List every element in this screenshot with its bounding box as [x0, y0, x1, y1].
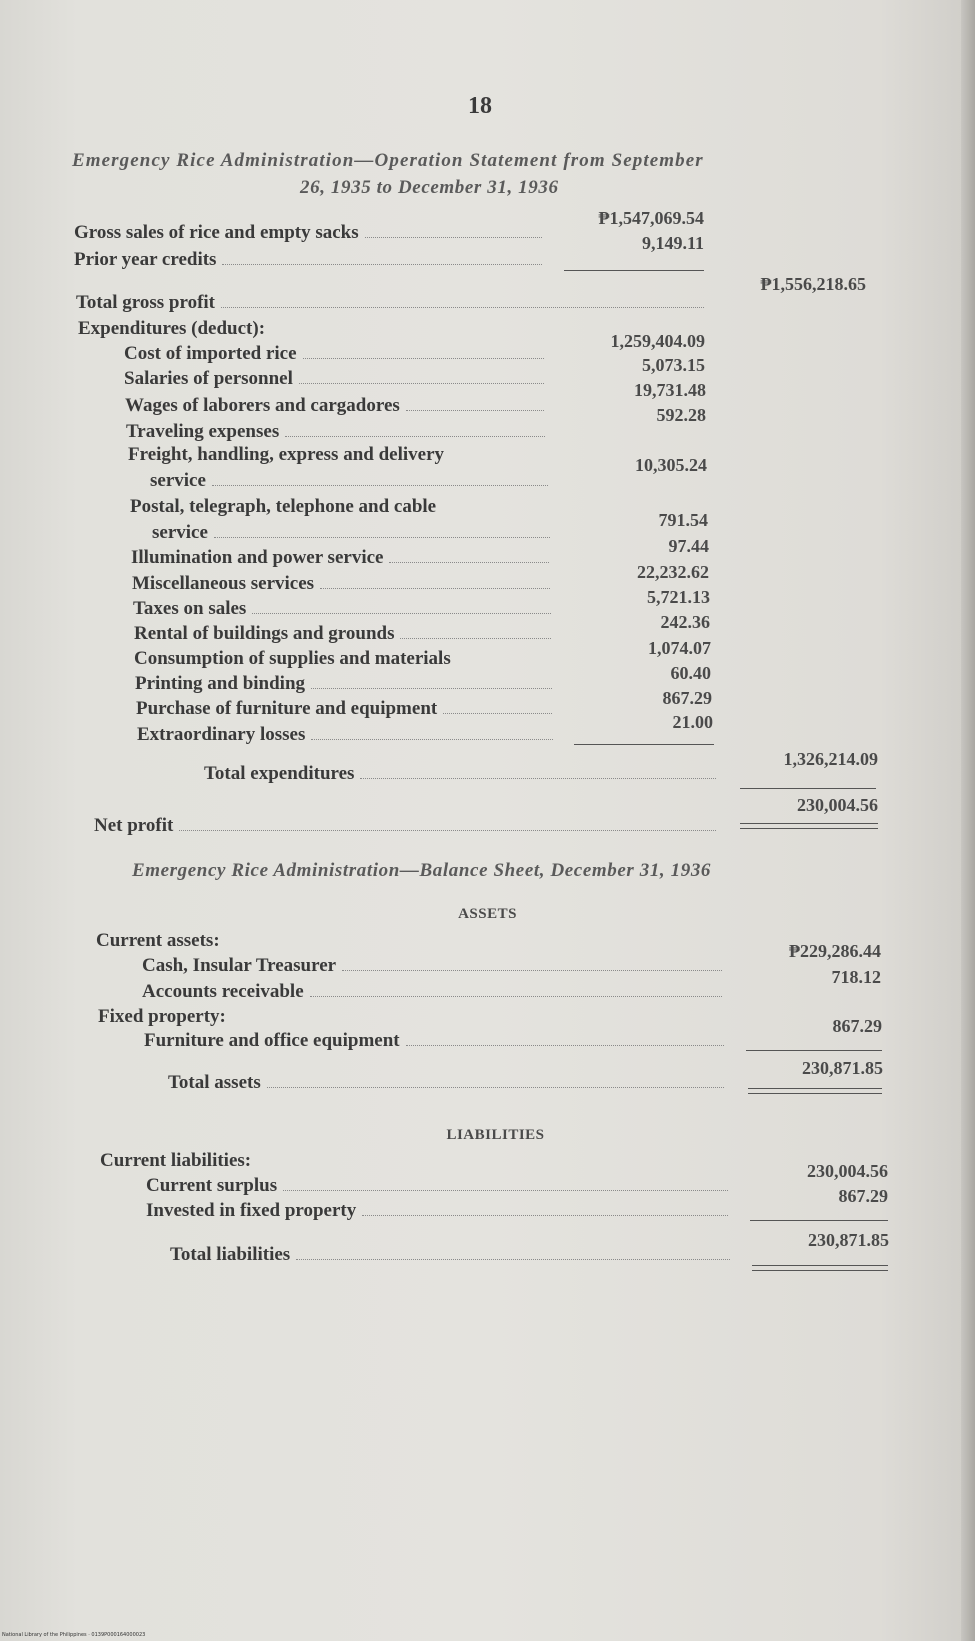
leader-dots: [406, 1044, 724, 1046]
total-expenditures-value: 1,326,214.09: [783, 749, 878, 769]
total-liabilities-value: 230,871.85: [808, 1230, 889, 1250]
gross-sales-value: ₱1,547,069.54: [598, 208, 704, 228]
total-assets-label: Total assets: [168, 1072, 261, 1093]
total-assets-value: 230,871.85: [802, 1058, 883, 1078]
expense-row: [0, 380, 975, 421]
total-gross-value: ₱1,556,218.65: [760, 274, 866, 294]
expense-label: Cost of imported rice: [124, 343, 297, 364]
expense-label: Purchase of furniture and equipment: [136, 698, 438, 719]
total-expenditures-row: [0, 749, 975, 789]
total-rule: [740, 788, 876, 789]
total-liabilities-label: Total liabilities: [170, 1244, 291, 1265]
current-liabilities-label: Current liabilities:: [100, 1150, 252, 1171]
prior-credits-row: [0, 233, 975, 275]
leader-dots: [310, 995, 722, 997]
furniture-label: Furniture and office equipment: [144, 1030, 400, 1051]
leader-dots: [179, 829, 716, 831]
subtotal-rule: [564, 270, 704, 271]
total-assets-row: [0, 1058, 975, 1098]
expense-value: 1,074.07: [648, 638, 711, 658]
balance-title: Emergency Rice Administration—Balance Sheet, December 31, 1936: [132, 860, 712, 881]
leader-dots: [365, 236, 542, 238]
expense-row-cont: [0, 510, 975, 548]
leader-dots: [267, 1086, 724, 1088]
expense-label: Freight, handling, express and delivery: [128, 444, 444, 465]
leader-dots: [311, 738, 553, 740]
expense-label: Extraordinary losses: [137, 724, 306, 745]
expense-row: [0, 496, 975, 522]
leader-dots: [222, 263, 542, 265]
invested-value: 867.29: [838, 1186, 888, 1206]
net-profit-value: 230,004.56: [797, 795, 878, 815]
accounts-receivable-value: 718.12: [831, 967, 881, 987]
leader-dots: [221, 306, 704, 308]
leader-dots: [360, 777, 716, 779]
expense-label: Traveling expenses: [126, 421, 280, 442]
prior-credits-label: Prior year credits: [74, 249, 217, 270]
total-gross-label: Total gross profit: [76, 292, 216, 313]
expense-value: 867.29: [662, 688, 712, 708]
gross-sales-row: [0, 208, 975, 248]
expense-label-cont: service: [150, 470, 206, 491]
expense-value: 1,259,404.09: [610, 331, 705, 351]
fixed-property-label: Fixed property:: [98, 1006, 226, 1027]
prior-credits-value: 9,149.11: [641, 233, 704, 253]
leader-dots: [406, 409, 544, 411]
leader-dots: [299, 382, 544, 384]
invested-row: [0, 1186, 975, 1226]
expense-row: [0, 663, 975, 699]
expense-row: [0, 355, 975, 394]
expense-value: 19,731.48: [634, 380, 706, 400]
leader-dots: [252, 612, 551, 614]
total-expenditures-label: Total expenditures: [204, 763, 355, 784]
leader-dots: [311, 687, 552, 689]
expense-value: 5,721.13: [647, 587, 710, 607]
current-surplus-value: 230,004.56: [807, 1161, 888, 1181]
expenditures-label: Expenditures (deduct):: [78, 318, 266, 339]
expense-label-cont: service: [152, 522, 208, 543]
expense-value: 791.54: [658, 510, 708, 530]
expense-label: Miscellaneous services: [132, 573, 315, 594]
subtotal-rule: [750, 1220, 888, 1221]
expense-value: 592.28: [656, 405, 706, 425]
leader-dots: [303, 357, 544, 359]
accounts-receivable-label: Accounts receivable: [142, 981, 304, 1002]
footer-caption: National Library of the Philippines · 0139P000164000023: [2, 1632, 146, 1638]
subtotal-rule: [574, 744, 714, 745]
current-surplus-label: Current surplus: [146, 1175, 278, 1196]
expense-label: Salaries of personnel: [124, 368, 293, 389]
leader-dots: [400, 637, 551, 639]
expense-label: Consumption of supplies and materials: [134, 648, 451, 669]
expense-value: 97.44: [668, 536, 709, 556]
furniture-value: 867.29: [832, 1016, 882, 1036]
leader-dots: [283, 1189, 728, 1191]
leader-dots: [296, 1258, 730, 1260]
expense-row: [0, 444, 975, 470]
expense-row: [0, 562, 975, 599]
leader-dots: [285, 435, 545, 437]
operation-title-line1: Emergency Rice Administration—Operation Statement from September: [72, 150, 704, 171]
expense-row: [0, 536, 975, 573]
total-gross-row: [0, 274, 975, 318]
subtotal-rule: [746, 1050, 882, 1051]
expense-value: 60.40: [670, 663, 711, 683]
invested-label: Invested in fixed property: [146, 1200, 357, 1221]
cash-label: Cash, Insular Treasurer: [142, 955, 337, 976]
expense-value: 22,232.62: [637, 562, 709, 582]
expense-row: [0, 331, 975, 369]
cash-value: ₱229,286.44: [789, 941, 881, 961]
expense-label: Illumination and power service: [131, 547, 384, 568]
leader-dots: [214, 536, 550, 538]
leader-dots: [389, 561, 549, 563]
expense-value: 10,305.24: [635, 455, 707, 475]
expense-value: 242.36: [660, 612, 710, 632]
expense-row: [0, 688, 975, 724]
leader-dots: [320, 587, 550, 589]
leader-dots: [443, 712, 552, 714]
expense-row: [0, 612, 975, 649]
leader-dots: [362, 1214, 728, 1216]
expense-row: [0, 638, 975, 674]
expense-value: 5,073.15: [642, 355, 705, 375]
leader-dots: [342, 969, 722, 971]
net-profit-label: Net profit: [94, 815, 174, 836]
leader-dots: [212, 484, 548, 486]
liabilities-heading: LIABILITIES: [446, 1127, 545, 1143]
accounts-receivable-row: [0, 967, 975, 1007]
expenditures-heading-row: [0, 318, 975, 344]
double-rule: [740, 823, 878, 829]
double-rule: [748, 1088, 882, 1094]
page-number: 18: [468, 93, 492, 119]
expense-label: Postal, telegraph, telephone and cable: [130, 496, 437, 517]
expense-label: Rental of buildings and grounds: [134, 623, 395, 644]
expense-row: [0, 712, 975, 750]
operation-title-line2: 26, 1935 to December 31, 1936: [300, 177, 559, 198]
expense-label: Taxes on sales: [133, 598, 247, 619]
expense-label: Wages of laborers and cargadores: [125, 395, 400, 416]
expense-row-cont: [0, 455, 975, 496]
current-assets-label: Current assets:: [96, 930, 220, 951]
expense-label: Printing and binding: [135, 673, 306, 694]
expense-value: 21.00: [672, 712, 713, 732]
double-rule: [752, 1265, 888, 1271]
expense-row: [0, 587, 975, 624]
assets-heading: ASSETS: [458, 906, 517, 922]
gross-sales-label: Gross sales of rice and empty sacks: [74, 222, 359, 243]
